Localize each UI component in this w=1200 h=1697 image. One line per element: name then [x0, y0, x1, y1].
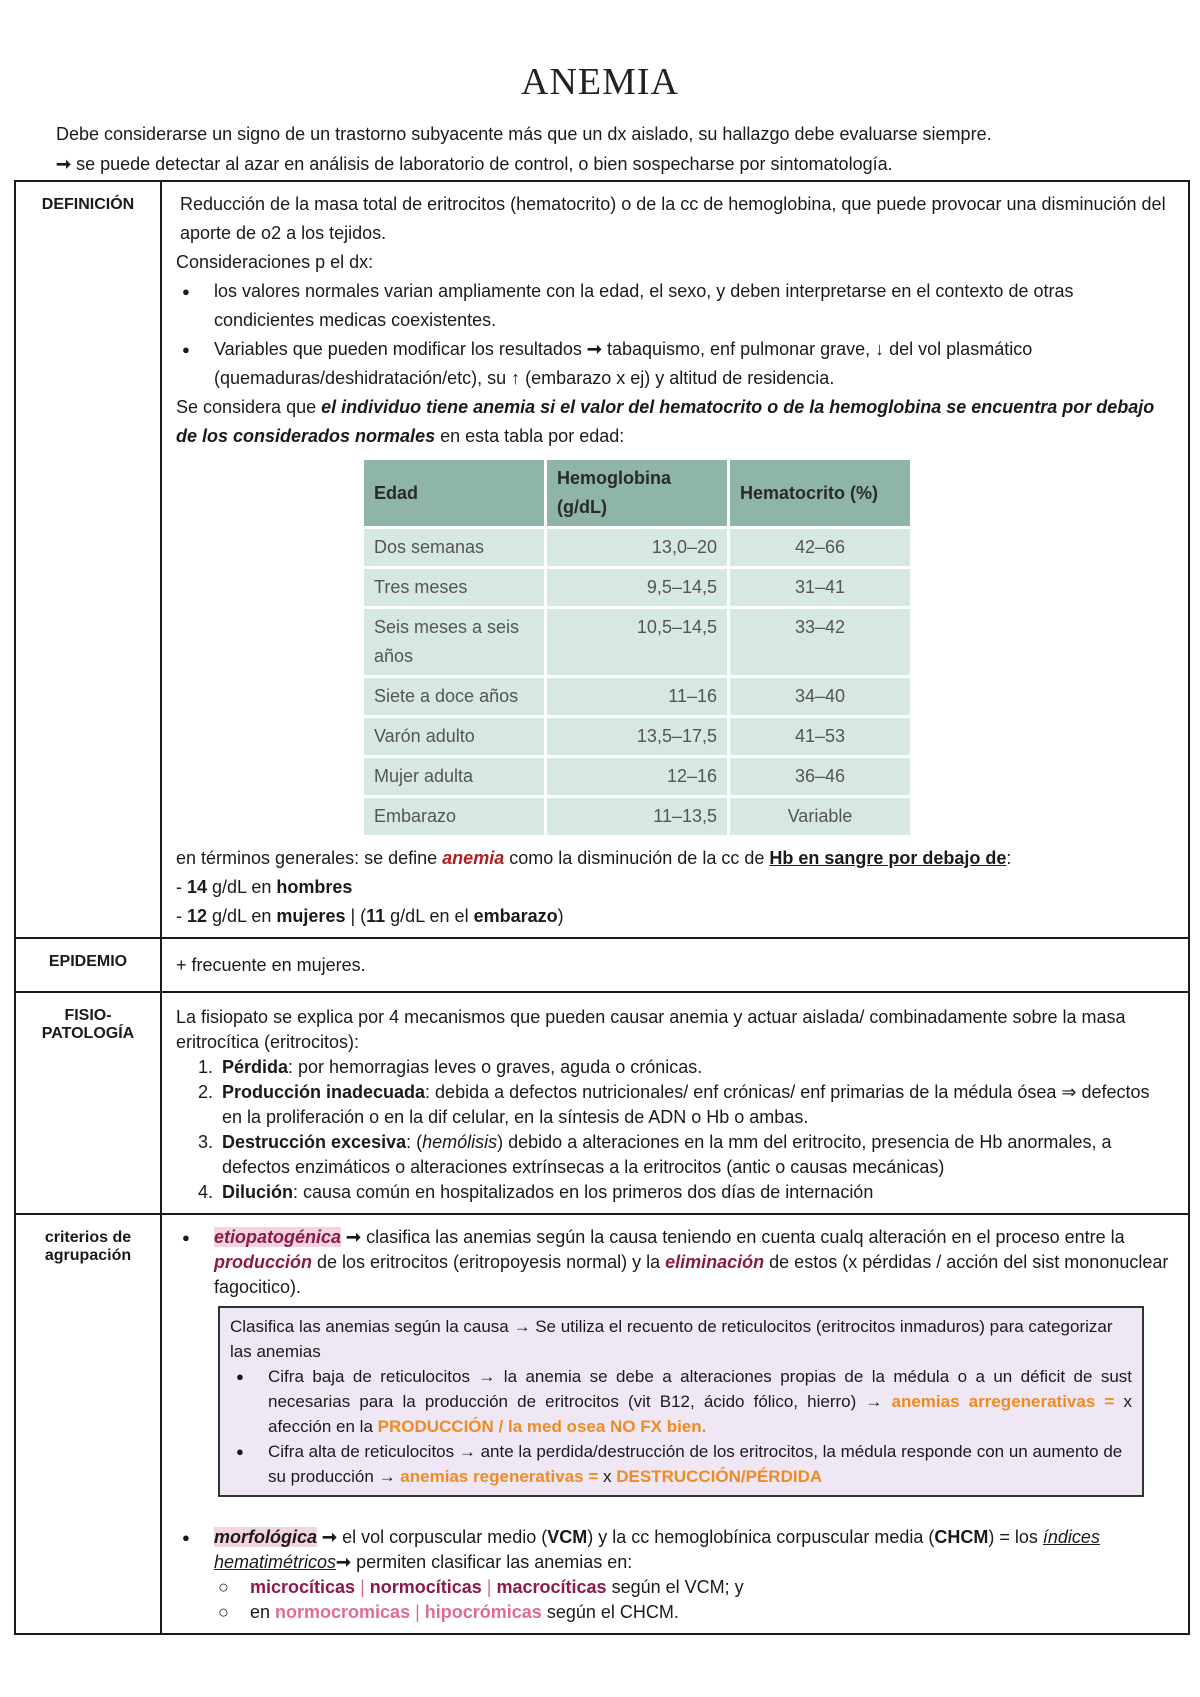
- list-item: [218, 1080, 1174, 1130]
- right-arrow-icon: ➞: [346, 1227, 362, 1247]
- considerations-list: [176, 277, 1174, 393]
- text: ): [557, 906, 564, 926]
- cell: 31–41: [730, 569, 910, 606]
- threshold-women: [176, 902, 1174, 931]
- table-row: [364, 529, 910, 566]
- text: normocíticas: [369, 1577, 482, 1597]
- table-row: [364, 609, 910, 675]
- morphology-list: [176, 1525, 1174, 1575]
- cell: 10,5–14,5: [547, 609, 727, 675]
- row-definicion: [15, 181, 1189, 938]
- content-fisiopatologia: [161, 992, 1189, 1214]
- cell: 13,5–17,5: [547, 718, 727, 755]
- list-item: [250, 1600, 1174, 1625]
- text: eliminación: [665, 1252, 765, 1272]
- text: hipocrómicas: [424, 1602, 542, 1622]
- label-line: agrupación: [44, 1247, 132, 1264]
- text: permiten clasificar las anemias en:: [351, 1552, 633, 1572]
- text: clasifica las anemias según la causa teniendo en cuenta cualq alteración en el proceso entre la: [361, 1227, 1125, 1247]
- table-header-row: [364, 460, 910, 526]
- list-item: [218, 1130, 1174, 1180]
- text: producción: [214, 1252, 312, 1272]
- text: Pérdida: [222, 1057, 289, 1077]
- cell: Dos semanas: [364, 529, 544, 566]
- text: : por hemorragias leves o graves, aguda o crónicas.: [288, 1057, 703, 1077]
- text: índices hematimétricos: [214, 1527, 1100, 1572]
- text: como la disminución de la cc de: [504, 848, 770, 868]
- text: : causa común en hospitalizados en los primeros dos días de internación: [293, 1182, 874, 1202]
- text: Producción inadecuada: [222, 1082, 426, 1102]
- text: de los eritrocitos (eritropoyesis normal) y la: [312, 1252, 666, 1272]
- text: etiopatogénica: [214, 1227, 342, 1247]
- text: g/dL en: [207, 877, 277, 897]
- table-row: [364, 678, 910, 715]
- text: anemia: [442, 848, 505, 868]
- list-item: ● los valores normales varian ampliamente con la edad, el sexo, y deben interpretarse en el contexto de otras condicientes medicas coexistentes.: [214, 277, 1174, 335]
- text: |: [481, 1577, 497, 1597]
- text: según el VCM; y: [606, 1577, 744, 1597]
- label-fisiopatologia: [15, 992, 161, 1214]
- label-epidemio: EPIDEMIO: [15, 938, 161, 992]
- text: según el CHCM.: [541, 1602, 679, 1622]
- cell: 41–53: [730, 718, 910, 755]
- text: :: [1006, 848, 1012, 868]
- cell: 13,0–20: [547, 529, 727, 566]
- text: : debida a defectos nutricionales/ enf crónicas/ enf primarias de la médula ósea ⇒ defectos en la proliferación o en la dif celular, en la síntesis de ADN o Hb o ambas.: [222, 1082, 1150, 1127]
- label-definicion: DEFINICIÓN: [15, 181, 161, 938]
- list-item: [268, 1439, 1132, 1489]
- intro-line-1: Debe considerarse un signo de un trastorno subyacente más que un dx aislado, su hallazgo debe evaluarse siempre.: [56, 124, 992, 144]
- label-line: PATOLOGÍA: [41, 1025, 135, 1042]
- label-line: criterios de: [44, 1229, 132, 1246]
- cell: Siete a doce años: [364, 678, 544, 715]
- text: embarazo: [473, 906, 558, 926]
- list-item: [250, 1575, 1174, 1600]
- text: Cifra alta de reticulocitos → ante la perdida/destrucción de los eritrocitos, la médula responde con un aumento de su producción →: [268, 1442, 1123, 1486]
- text: Variables que pueden modificar los resultados: [214, 339, 587, 359]
- text: DESTRUCCIÓN/PÉRDIDA: [616, 1467, 823, 1486]
- text: del vol plasmático (quemaduras/deshidratación/etc), su: [214, 339, 1033, 388]
- cell: 34–40: [730, 678, 910, 715]
- column-header: Hemoglobina (g/dL): [547, 460, 727, 526]
- text: Dilución: [222, 1182, 293, 1202]
- fisio-intro: La fisiopato se explica por 4 mecanismos que pueden causar anemia y actuar aislada/ combinadamente sobre la masa eritrocítica (eritrocitos):: [176, 1007, 1126, 1052]
- text: Destrucción excesiva: [222, 1132, 407, 1152]
- down-arrow-icon: ↓: [875, 339, 885, 359]
- anemia-criterion: [176, 393, 1174, 451]
- cell: Embarazo: [364, 798, 544, 835]
- text: tabaquismo, enf pulmonar grave,: [601, 339, 876, 359]
- text: -: [176, 877, 187, 897]
- text: ) y la cc hemoglobínica corpuscular media (: [587, 1527, 935, 1547]
- table-row: [364, 758, 910, 795]
- text: en: [250, 1602, 276, 1622]
- row-epidemio: [15, 938, 1189, 992]
- text: VCM: [547, 1527, 588, 1547]
- cell: Variable: [730, 798, 910, 835]
- text: -: [176, 906, 187, 926]
- text: : (: [406, 1132, 423, 1152]
- text: anemias regenerativas =: [400, 1467, 599, 1486]
- cell: Tres meses: [364, 569, 544, 606]
- list-item: [214, 1525, 1174, 1575]
- box-intro: Clasifica las anemias según la causa → Se utiliza el recuento de reticulocitos (eritrocitos inmaduros) para categorizar las anemias: [230, 1317, 1113, 1361]
- cell: Varón adulto: [364, 718, 544, 755]
- text: hemólisis: [422, 1132, 498, 1152]
- cell: 36–46: [730, 758, 910, 795]
- text: 12: [187, 906, 208, 926]
- text: g/dL en el: [385, 906, 474, 926]
- right-arrow-icon: ➞: [586, 339, 602, 359]
- reference-values-table: [361, 457, 913, 838]
- text: macrocíticas: [496, 1577, 607, 1597]
- cell: 11–13,5: [547, 798, 727, 835]
- morphology-sublist: [176, 1575, 1174, 1625]
- considerations-heading: Consideraciones p el dx:: [176, 252, 374, 272]
- text: x afección en la: [268, 1392, 1132, 1436]
- column-header: Hematocrito (%): [730, 460, 910, 526]
- right-arrow-icon: ➞: [322, 1527, 338, 1547]
- definition-text: Reducción de la masa total de eritrocitos (hematocrito) o de la cc de hemoglobina, que puede provocar una disminución del aporte de o2 a los tejidos.: [180, 194, 1166, 243]
- text: de estos (x pérdidas / acción del sist mononuclear fagocitico).: [214, 1252, 1169, 1297]
- list-item: [214, 335, 1174, 393]
- row-criterios: [15, 1214, 1189, 1634]
- text: Hb en sangre por debajo de: [769, 848, 1007, 868]
- cell: 33–42: [730, 609, 910, 675]
- right-arrow-icon: ➞: [336, 1552, 352, 1572]
- text: Cifra baja de reticulocitos → la anemia se debe a alteraciones propias de la médula o a un déficit de sust necesarias para la producción de eritrocitos (vit B12, ácido fólico, hierro) →: [268, 1367, 1132, 1411]
- intro-line-2: [56, 154, 893, 175]
- reticulocyte-box: [218, 1306, 1144, 1497]
- threshold-men: [176, 873, 1174, 902]
- text: | (: [345, 906, 367, 926]
- text: Se considera que: [176, 397, 322, 417]
- box-list: [230, 1364, 1132, 1489]
- cell: 11–16: [547, 678, 727, 715]
- table-row: [364, 569, 910, 606]
- text: |: [355, 1577, 370, 1597]
- text: morfológica: [214, 1527, 318, 1547]
- text: el vol corpuscular medio (: [337, 1527, 548, 1547]
- label-line: FISIO-: [64, 1007, 112, 1024]
- text: ) = los: [988, 1527, 1043, 1547]
- text: normocromicas: [275, 1602, 411, 1622]
- cell: Mujer adulta: [364, 758, 544, 795]
- mechanisms-list: [176, 1055, 1174, 1205]
- text: mujeres: [276, 906, 346, 926]
- row-fisiopatologia: [15, 992, 1189, 1214]
- text: ) debido a alteraciones en la mm del eritrocito, presencia de Hb anormales, a defectos enzimáticos o alteraciones extrínsecas a la eritrocitos (antic o causas mecánicas): [222, 1132, 1112, 1177]
- label-criterios: [15, 1214, 161, 1634]
- text: el individuo tiene anemia si el valor del hematocrito o de la hemoglobina se encuentra por debajo de los considerados normales: [176, 397, 1155, 446]
- page-title: ANEMIA: [521, 61, 679, 103]
- text: hombres: [276, 877, 353, 897]
- right-arrow-icon: ➞: [56, 154, 72, 174]
- text: en términos generales: se define: [176, 848, 443, 868]
- criteria-list: [176, 1225, 1174, 1300]
- table-row: [364, 798, 910, 835]
- text: microcíticas: [250, 1577, 356, 1597]
- list-item: [268, 1364, 1132, 1439]
- text: (embarazo x ej) y altitud de residencia.: [520, 368, 835, 388]
- content-definicion: [161, 181, 1189, 938]
- list-item: [218, 1180, 1174, 1205]
- content-epidemio: + frecuente en mujeres.: [161, 938, 1189, 992]
- general-definition: [176, 844, 1174, 873]
- list-item: [214, 1225, 1174, 1300]
- cell: 42–66: [730, 529, 910, 566]
- text: g/dL en: [207, 906, 277, 926]
- column-header: Edad: [364, 460, 544, 526]
- cell: 12–16: [547, 758, 727, 795]
- cell: Seis meses a seis años: [364, 609, 544, 675]
- list-item: [218, 1055, 1174, 1080]
- text: 11: [366, 906, 386, 926]
- text: 14: [187, 877, 208, 897]
- content-criterios: [161, 1214, 1189, 1634]
- text: x: [598, 1467, 617, 1486]
- text: |: [410, 1602, 425, 1622]
- text: en esta tabla por edad:: [435, 426, 625, 446]
- table-row: [364, 718, 910, 755]
- text: anemias arregenerativas =: [891, 1392, 1115, 1411]
- intro-line-2-text: se puede detectar al azar en análisis de laboratorio de control, o bien sospecharse por sintomatología.: [71, 154, 893, 174]
- summary-table: [14, 180, 1190, 1635]
- cell: 9,5–14,5: [547, 569, 727, 606]
- up-arrow-icon: ↑: [511, 368, 521, 388]
- text: PRODUCCIÓN / la med osea NO FX bien.: [377, 1417, 707, 1436]
- text: CHCM: [934, 1527, 989, 1547]
